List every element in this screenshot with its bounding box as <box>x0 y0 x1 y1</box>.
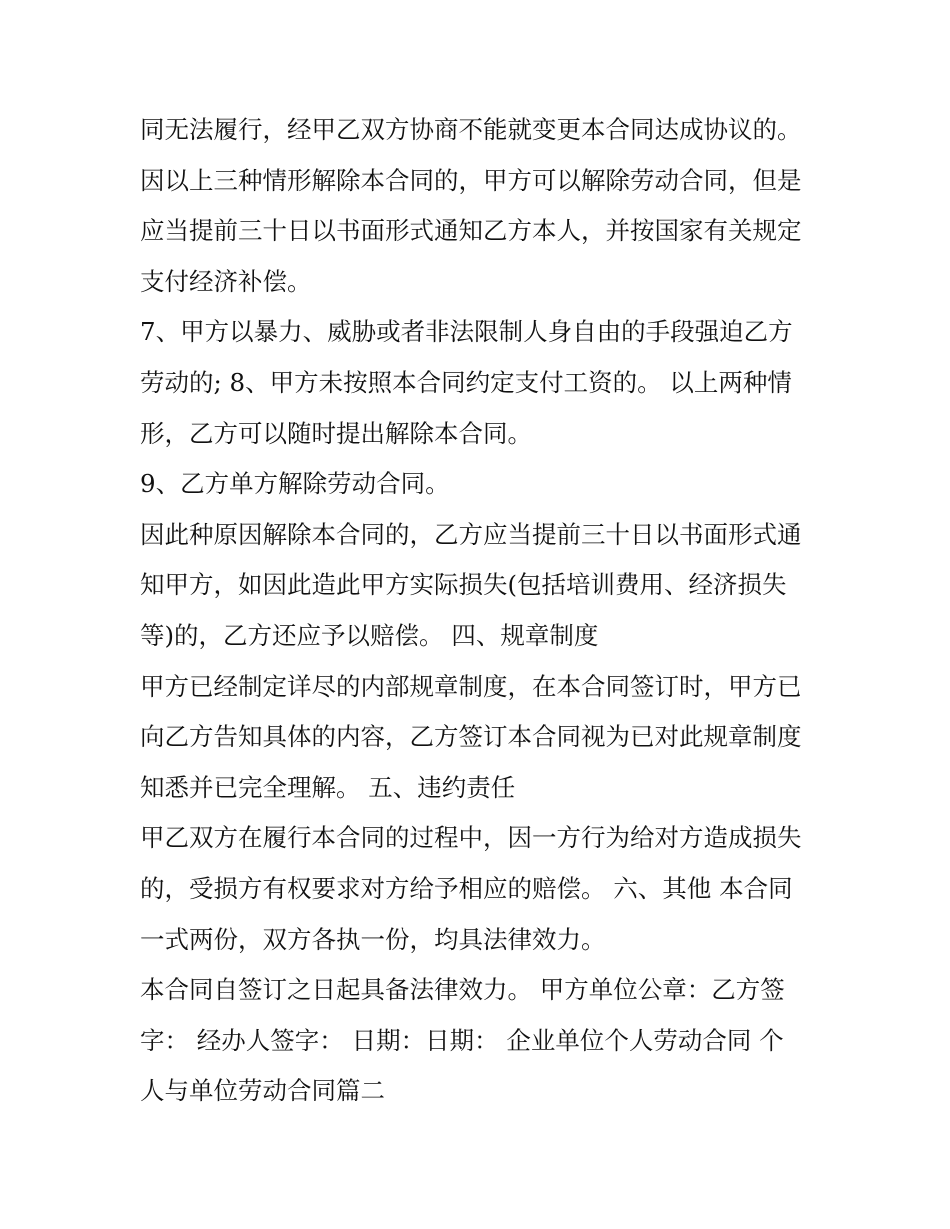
text-line: 应当提前三十日以书面形式通知乙方本人，并按国家有关规定 <box>140 216 802 246</box>
text-line: 劳动的; 8、甲方未按照本合同约定支付工资的。 以上两种情 <box>140 367 792 397</box>
text-line: 甲乙双方在履行本合同的过程中，因一方行为给对方造成损失 <box>140 823 802 853</box>
text-line: 甲方已经制定详尽的内部规章制度，在本合同签订时，甲方已 <box>140 671 802 701</box>
text-line: 字： 经办人签字： 日期：日期： 企业单位个人劳动合同 个 <box>140 1025 784 1055</box>
text-line: 知悉并已完全理解。 五、违约责任 <box>140 772 516 802</box>
text-line: 知甲方，如因此造此甲方实际损失(包括培训费用、经济损失 <box>140 570 787 600</box>
text-line: 本合同自签订之日起具备法律效力。 甲方单位公章：乙方签 <box>140 975 785 1005</box>
text-line: 的，受损方有权要求对方给予相应的赔偿。 六、其他 本合同 <box>140 873 793 903</box>
text-line: 因以上三种情形解除本合同的，甲方可以解除劳动合同，但是 <box>140 165 802 195</box>
text-line: 人与单位劳动合同篇二 <box>140 1076 385 1106</box>
text-line: 等)的，乙方还应予以赔偿。 四、规章制度 <box>140 620 599 650</box>
text-line: 形，乙方可以随时提出解除本合同。 <box>140 418 532 448</box>
text-line: 因此种原因解除本合同的，乙方应当提前三十日以书面形式通 <box>140 519 802 549</box>
text-line: 同无法履行，经甲乙双方协商不能就变更本合同达成协议的。 <box>140 115 802 144</box>
text-line: 7、甲方以暴力、威胁或者非法限制人身自由的手段强迫乙方 <box>140 317 793 347</box>
text-line: 一式两份，双方各执一份，均具法律效力。 <box>140 924 606 954</box>
text-line: 支付经济补偿。 <box>140 266 312 296</box>
text-line: 9、乙方单方解除劳动合同。 <box>140 469 450 499</box>
document-body <box>140 105 830 1117</box>
text-line: 向乙方告知具体的内容，乙方签订本合同视为已对此规章制度 <box>140 722 802 752</box>
